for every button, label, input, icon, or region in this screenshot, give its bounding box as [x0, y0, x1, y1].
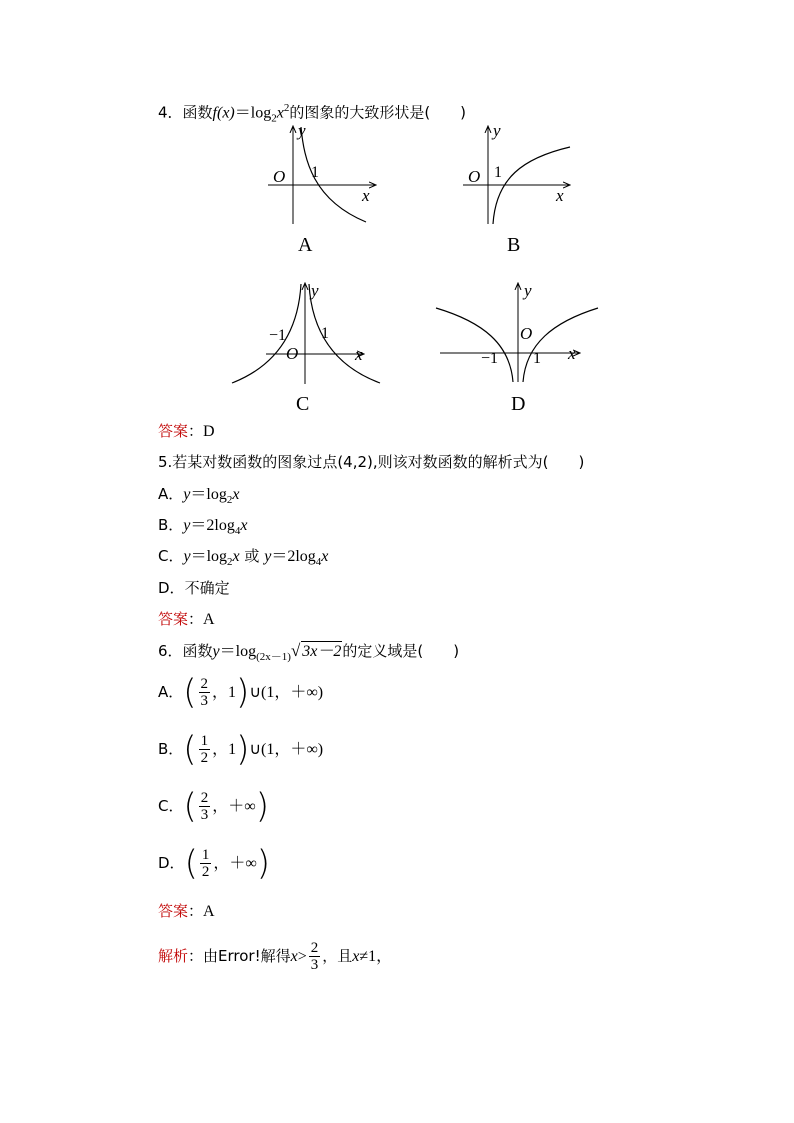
q4-figure: [228, 120, 600, 412]
graph-d-curve-left: [436, 308, 513, 382]
graph-b-one: 1: [494, 164, 502, 181]
q6-option-b: B．( $\frac{1}{2}$ ，1)∪(1，＋∞): [158, 729, 324, 770]
graph-d-curve-right: [523, 308, 598, 382]
answer-5: 答案：A: [158, 610, 215, 628]
graph-c-one: 1: [321, 325, 329, 342]
explanation: 解析：由Error!解得x> $\frac{2}{3}$ ，且x≠1，: [158, 940, 393, 973]
graph-a-y-label: y: [298, 121, 306, 140]
graph-b-y-label: y: [493, 121, 501, 140]
q4-graphs-svg: [228, 120, 600, 412]
q5-option-d: D．不确定: [158, 579, 230, 597]
graph-c: [232, 281, 380, 412]
q6-option-c: C．( $\frac{2}{3}$ ，＋∞): [158, 786, 269, 827]
q6-option-a: A．( $\frac{2}{3}$ ，1)∪(1，＋∞): [158, 672, 324, 713]
graph-d-y-label: y: [524, 281, 532, 300]
graph-d: [436, 281, 598, 412]
q6-stem: 6．函数$y=\log_{(2x-1)}√$ 3x－2的定义域是( ): [158, 641, 460, 664]
graph-a-option: A: [298, 234, 313, 256]
graph-a-one: 1: [311, 164, 319, 181]
graph-d-minus-one: −1: [481, 350, 499, 367]
answer-6: 答案：A: [158, 902, 215, 920]
graph-b-origin: O: [468, 167, 481, 186]
q5-option-c: C．$y=\log_2x$ 或 $y=2\log_4x$: [158, 547, 329, 569]
q5-option-a: A．$y=\log_2x$: [158, 485, 240, 507]
graph-b: [463, 121, 570, 256]
answer-4: 答案：D: [158, 422, 215, 440]
graph-d-one: 1: [533, 350, 541, 367]
graph-d-option: D: [511, 393, 526, 412]
graph-c-curve-left: [232, 284, 301, 383]
graph-c-minus-one: −1: [269, 327, 287, 344]
graph-b-x-label: x: [556, 186, 564, 205]
graph-c-y-label: y: [311, 281, 319, 300]
graph-d-origin: O: [520, 324, 533, 343]
q5-stem: 5.若某对数函数的图象过点(4,2),则该对数函数的解析式为( ): [158, 453, 585, 471]
q6-option-d: D．( $\frac{1}{2}$ ，＋∞): [158, 843, 271, 884]
graph-c-curve-right: [309, 284, 380, 383]
graph-a-origin: O: [273, 167, 286, 186]
q4-stem: 4．函数$f(x)=\log_2x^2$的图象的大致形状是( ): [158, 102, 467, 125]
graph-b-option: B: [507, 234, 521, 256]
q5-option-b: B．$y=2\log_4x$: [158, 516, 248, 538]
graph-a: [268, 121, 376, 256]
graph-c-x-label: x: [355, 345, 363, 364]
graph-d-x-label: x: [568, 344, 576, 363]
graph-a-x-label: x: [362, 186, 370, 205]
sqrt-sign: √: [290, 641, 301, 660]
graph-c-option: C: [296, 393, 310, 412]
graph-c-origin: O: [286, 344, 299, 363]
